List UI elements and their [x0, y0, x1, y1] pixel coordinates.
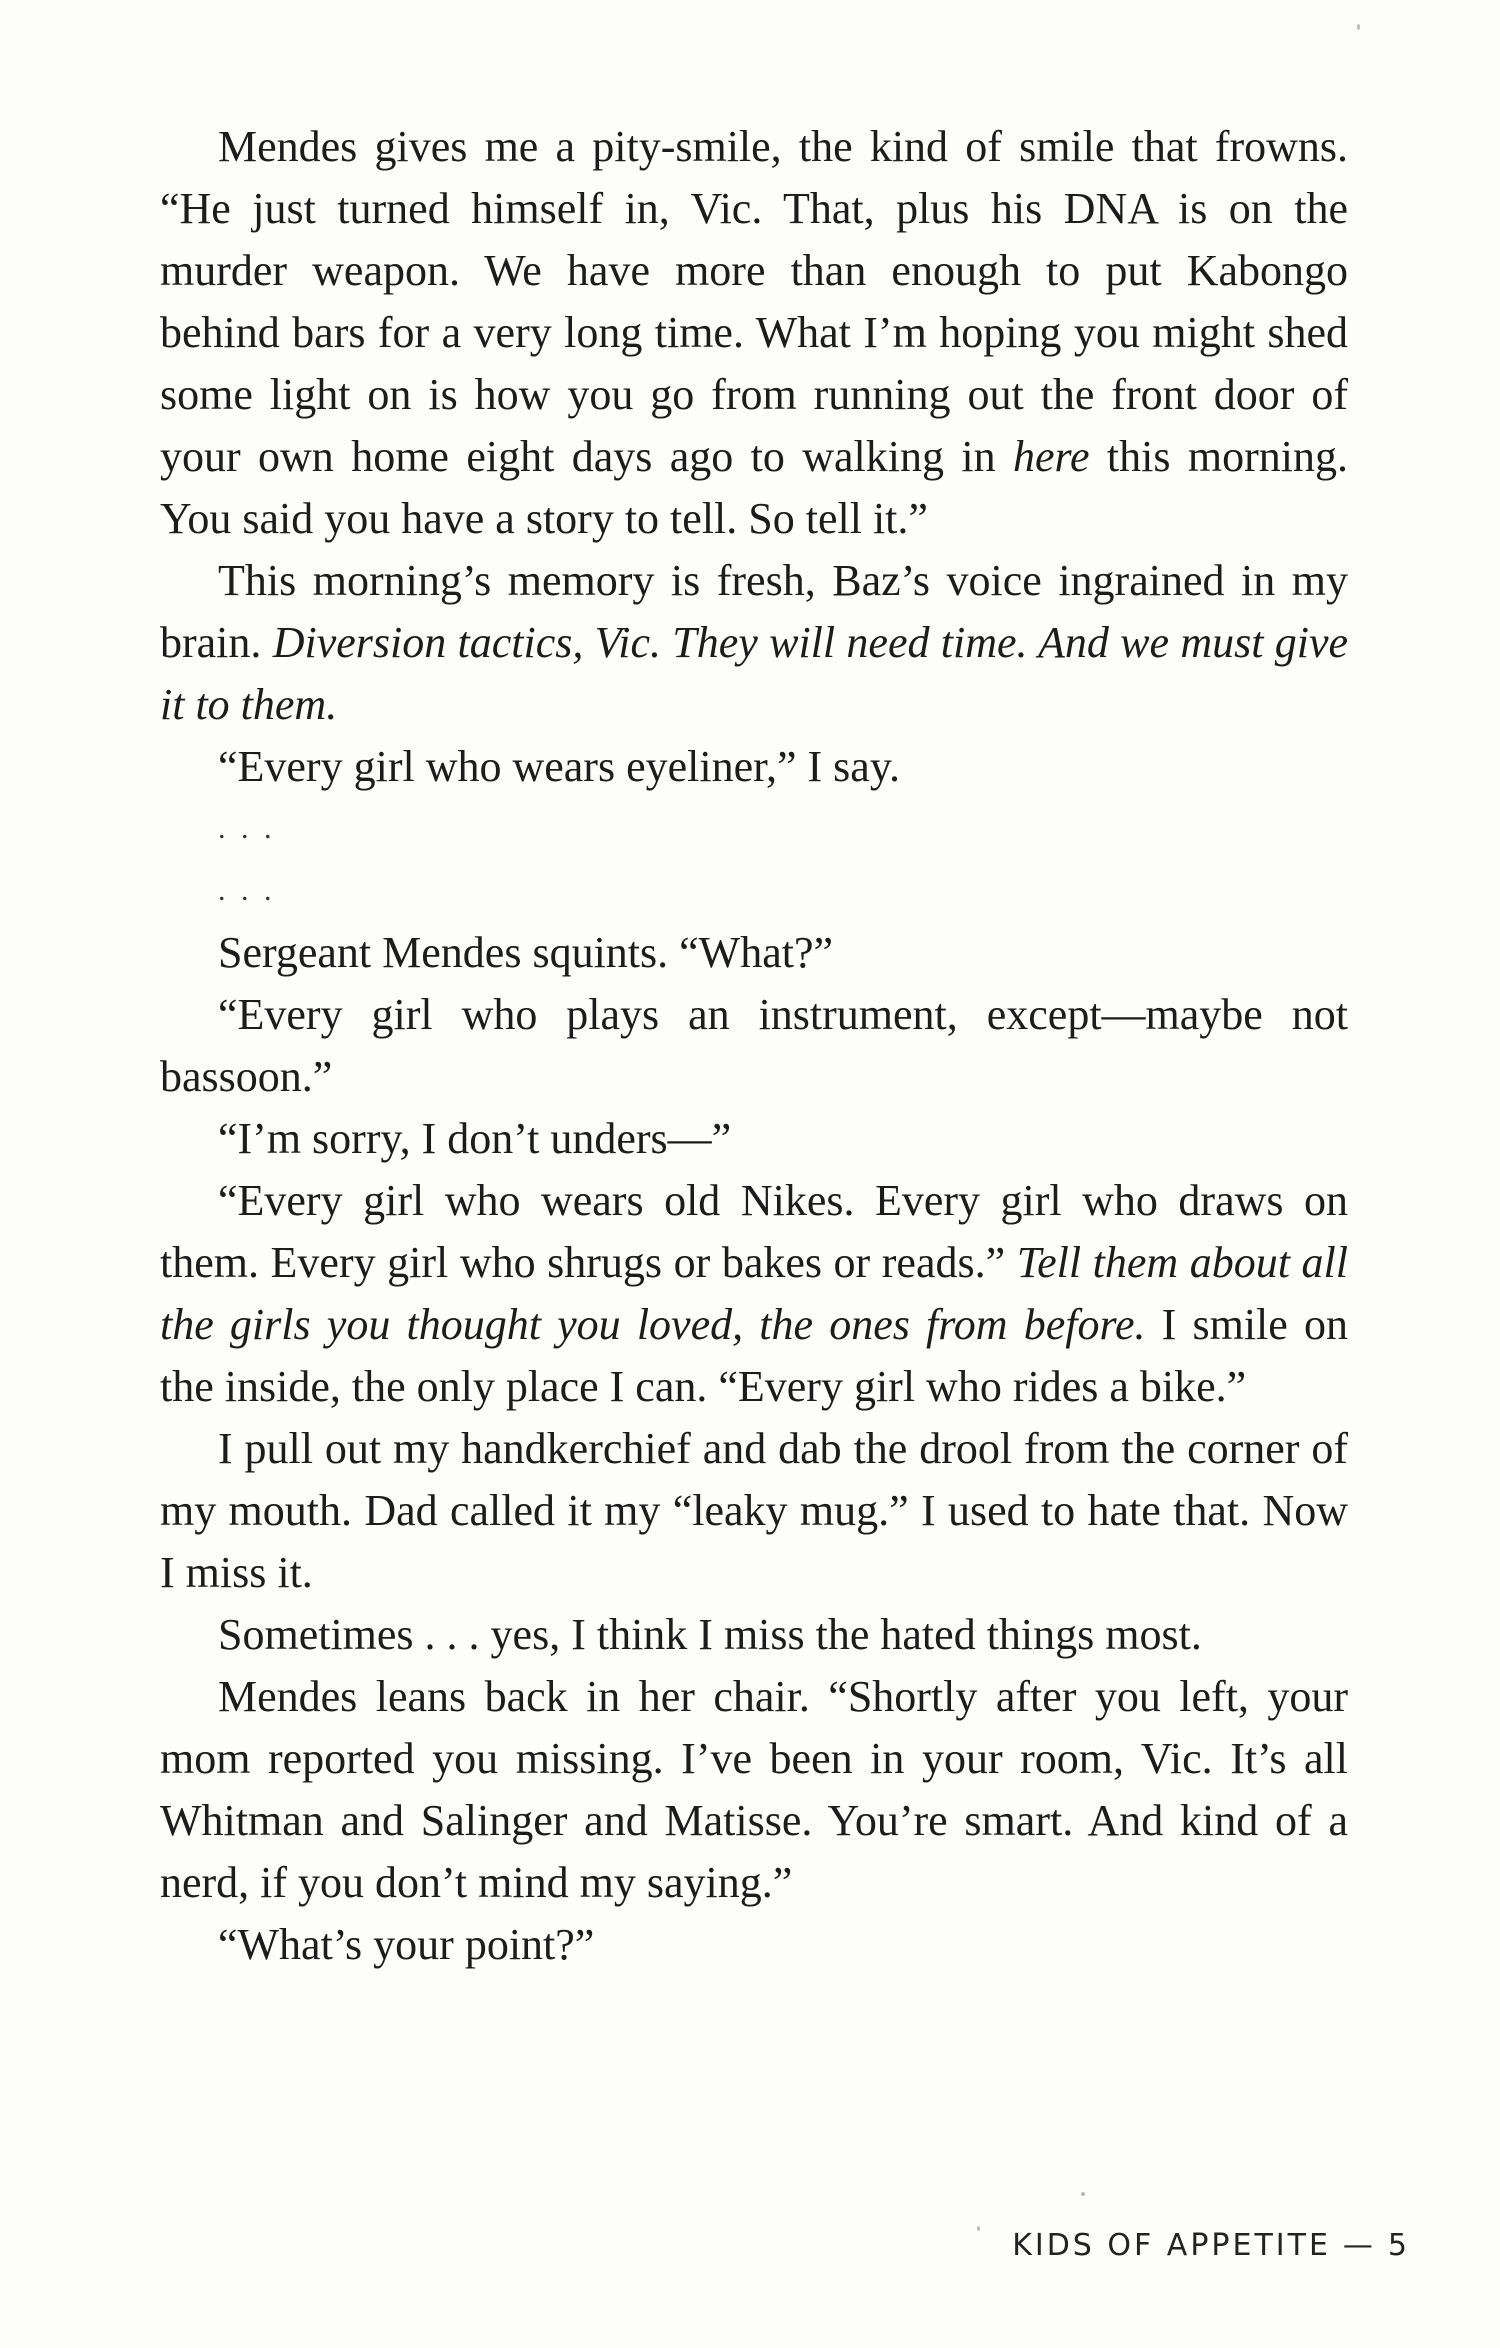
scan-speck — [1081, 2192, 1085, 2196]
text-run: Mendes gives me a pity-smile, the kind of smile that frowns. “He just turned himself in, Vic. That, plus his DNA is on the murder weapon. We have more than enough to put Kabongo behind bars for a very long time. What I’m hoping you might shed some light on is how you go from running out the front door of your own home eight days ago to walking in — [160, 122, 1348, 481]
book-page-text — [160, 116, 1348, 1976]
italic-text-run: here — [1012, 432, 1090, 481]
text-run: This morning’s memory is fresh, Baz’s voice ingrained in my brain. — [160, 556, 1348, 667]
text-run: “Every girl who wears old Nikes. Every girl who draws on them. Every girl who shrugs or bakes or reads.” — [160, 1176, 1348, 1287]
text-run: “Every girl who plays an instrument, except—maybe not bassoon.” — [160, 990, 1348, 1101]
paragraph — [160, 1604, 1348, 1666]
paragraph — [160, 550, 1348, 736]
text-run: Sergeant Mendes squints. “What?” — [218, 928, 834, 977]
paragraph — [160, 922, 1348, 984]
paragraph — [160, 116, 1348, 550]
text-run: “Every girl who wears eyeliner,” I say. — [218, 742, 900, 791]
paragraph — [160, 1666, 1348, 1914]
scene-break-ellipsis: . . . — [218, 812, 276, 845]
paragraph — [160, 1108, 1348, 1170]
text-run: Mendes leans back in her chair. “Shortly after you left, your mom reported you missing. I’ve been in your room, Vic. It’s all Whitman and Salinger and Matisse. You’re smart. And kind of a nerd, if you don’t mind my saying.” — [160, 1672, 1348, 1907]
scan-speck — [977, 2226, 980, 2231]
text-run: I pull out my handkerchief and dab the drool from the corner of my mouth. Dad called it my “leaky mug.” I used to hate that. Now I miss it. — [160, 1424, 1348, 1597]
running-footer — [1012, 2228, 1410, 2263]
text-run: “I’m sorry, I don’t unders—” — [218, 1114, 732, 1163]
scan-speck — [1357, 24, 1360, 30]
italic-text-run: Tell them about all the girls you thought you loved, the ones from before. — [160, 1238, 1348, 1349]
text-run: “What’s your point?” — [218, 1920, 595, 1969]
book-title: KIDS OF APPETITE — [1012, 2228, 1331, 2263]
text-run: Sometimes . . . yes, I think I miss the hated things most. — [218, 1610, 1202, 1659]
paragraph — [160, 1170, 1348, 1418]
text-run: I smile on the inside, the only place I can. “Every girl who rides a bike.” — [160, 1300, 1348, 1411]
footer-dash: — — [1342, 2228, 1376, 2263]
paragraph — [160, 1914, 1348, 1976]
page-number: 5 — [1387, 2228, 1410, 2263]
text-run: this morning. You said you have a story to tell. So tell it.” — [160, 432, 1348, 543]
italic-text-run: Diversion tactics, Vic. They will need time. And we must give it to them. — [160, 618, 1349, 729]
paragraph — [160, 1418, 1348, 1604]
paragraph — [160, 984, 1348, 1108]
paragraph — [160, 736, 1348, 798]
scene-break-ellipsis: . . . — [218, 874, 276, 907]
